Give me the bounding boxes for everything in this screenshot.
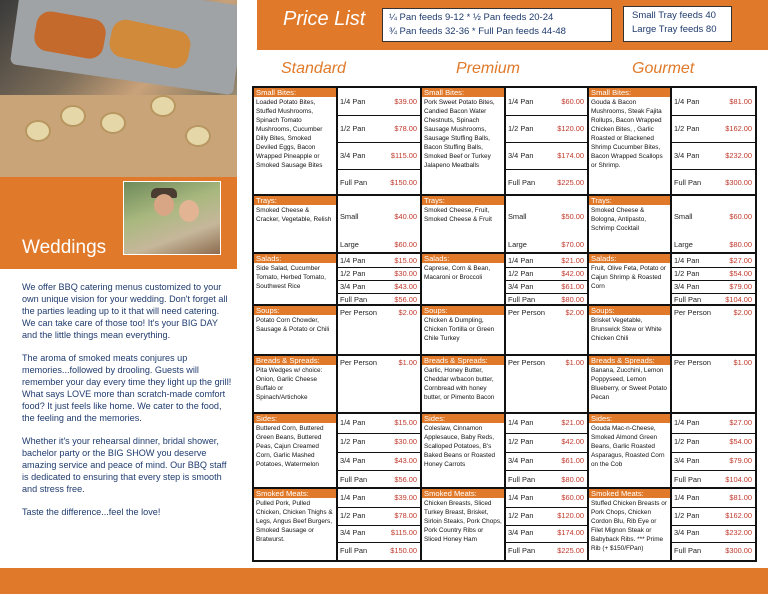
potato-bite xyxy=(150,95,176,117)
price-divider xyxy=(338,507,420,508)
price-value: $150.00 xyxy=(390,177,417,187)
menu-item-gourmet xyxy=(589,254,672,304)
price-divider xyxy=(672,507,755,508)
category-label: Sides: xyxy=(589,414,670,423)
item-description: Potato Corn Chowder, Sausage & Potato or Chili xyxy=(256,317,330,333)
portion-size: Full Pan xyxy=(674,546,702,556)
price-column-premium xyxy=(506,254,589,304)
category-label: Smoked Meats: xyxy=(589,489,670,498)
price-value: $60.00 xyxy=(729,212,752,222)
item-description: Chicken & Dumpling, Chicken Tortilla or Green Chile Turkey xyxy=(424,317,495,342)
price-value: $56.00 xyxy=(394,294,417,304)
price-value: $1.00 xyxy=(733,358,752,367)
portion-size: 1/2 Pan xyxy=(508,268,534,278)
item-description: Smoked Cheese & Bologna, Antipasto, Schrimp Cocktail xyxy=(591,207,647,232)
menu-item-standard xyxy=(254,356,338,412)
category-label: Breads & Spreads: xyxy=(254,356,336,365)
price-value: $42.00 xyxy=(561,268,584,278)
wedding-paragraph: Taste the difference...feel the love! xyxy=(22,507,161,517)
wedding-paragraph: The aroma of smoked meats conjures up memories...followed by drooling. Guests will remember your day every time they light up the grill! What says LOVE more than scratch-made comfort food? It just feels like home. We cater to the food, the feeling and the memories. xyxy=(22,353,232,423)
price-value: $174.00 xyxy=(557,528,584,538)
price-value: $60.00 xyxy=(561,96,584,106)
portion-size: 1/2 Pan xyxy=(674,268,700,278)
price-divider xyxy=(338,115,420,116)
portion-size: Large xyxy=(340,240,359,249)
price-divider xyxy=(338,169,420,170)
menu-item-premium xyxy=(422,356,506,412)
category-label: Breads & Spreads: xyxy=(589,356,670,365)
price-divider xyxy=(506,433,587,434)
portion-size: 3/4 Pan xyxy=(674,281,700,291)
menu-item-standard xyxy=(254,306,338,354)
portion-size: Small xyxy=(674,212,693,222)
category-label: Soups: xyxy=(422,306,504,315)
footer-bar xyxy=(0,568,768,594)
price-column-standard xyxy=(338,489,422,560)
price-value: $120.00 xyxy=(557,123,584,133)
price-value: $15.00 xyxy=(394,418,417,428)
price-value: $54.00 xyxy=(729,437,752,447)
item-description: Pita Wedges w/ choice: Onion, Garlic Cheese Buffalo or Spinach/Artichoke xyxy=(256,367,323,401)
price-value: $1.00 xyxy=(398,358,417,367)
weddings-title: Weddings xyxy=(22,237,107,258)
price-column-gourmet xyxy=(672,414,755,487)
menu-item-gourmet xyxy=(589,489,672,560)
groom-face xyxy=(154,194,174,216)
price-column-standard xyxy=(338,196,422,252)
price-value: $300.00 xyxy=(725,177,752,187)
category-label: Trays: xyxy=(422,196,504,205)
price-divider xyxy=(672,115,755,116)
price-divider xyxy=(338,433,420,434)
menu-item-standard xyxy=(254,254,338,304)
menu-item-standard xyxy=(254,196,338,252)
bbq-food-photo xyxy=(0,0,237,177)
price-value: $232.00 xyxy=(725,528,752,538)
price-value: $81.00 xyxy=(729,492,752,502)
portion-size: Full Pan xyxy=(674,474,702,484)
bride-face xyxy=(179,200,199,222)
menu-row xyxy=(254,356,755,414)
price-value: $81.00 xyxy=(729,96,752,106)
item-description: Brisket Vegetable, Brunswick Stew or White Chicken Chili xyxy=(591,317,662,342)
price-value: $79.00 xyxy=(729,281,752,291)
price-value: $2.00 xyxy=(398,308,417,317)
portion-size: Per Person xyxy=(508,308,545,317)
price-value: $78.00 xyxy=(394,123,417,133)
category-label: Smoked Meats: xyxy=(254,489,336,498)
potato-bite xyxy=(25,120,51,142)
portion-size: 3/4 Pan xyxy=(508,281,534,291)
pan-sizes-box xyxy=(382,8,612,42)
menu-item-premium xyxy=(422,88,506,194)
portion-size: Small xyxy=(508,212,527,222)
price-divider xyxy=(506,525,587,526)
price-value: $27.00 xyxy=(729,255,752,265)
portion-size: 1/4 Pan xyxy=(674,96,700,106)
portion-size: 1/2 Pan xyxy=(508,510,534,520)
portion-size: Per Person xyxy=(674,358,711,367)
price-value: $61.00 xyxy=(561,281,584,291)
price-value: $2.00 xyxy=(733,308,752,317)
portion-size: 1/4 Pan xyxy=(674,255,700,265)
menu-row xyxy=(254,196,755,254)
price-value: $50.00 xyxy=(561,212,584,222)
potato-bite xyxy=(185,125,211,147)
category-label: Small Bites: xyxy=(254,88,336,97)
price-column-standard xyxy=(338,306,422,354)
price-column-premium xyxy=(506,414,589,487)
portion-size: 3/4 Pan xyxy=(674,528,700,538)
menu-row xyxy=(254,414,755,489)
portion-size: Large xyxy=(674,240,693,249)
portion-size: Full Pan xyxy=(340,177,368,187)
price-column-gourmet xyxy=(672,196,755,252)
price-divider xyxy=(672,433,755,434)
menu-item-gourmet xyxy=(589,356,672,412)
category-label: Small Bites: xyxy=(589,88,670,97)
price-column-standard xyxy=(338,356,422,412)
price-value: $80.00 xyxy=(561,474,584,484)
menu-item-gourmet xyxy=(589,196,672,252)
item-description: Smoked Cheese, Fruit, Smoked Cheese & Fruit xyxy=(424,207,492,223)
price-value: $43.00 xyxy=(394,281,417,291)
portion-size: Full Pan xyxy=(674,294,702,304)
item-description: Buttered Corn, Buttered Green Beans, Buttered Peas, Cajun Creamed Corn, Garlic Mashed Potatoes, Watermelon xyxy=(256,425,324,468)
item-description: Pulled Pork, Pulled Chicken, Chicken Thighs & Legs, Angus Beef Burgers, Smoked Sausage or Bratwurst. xyxy=(256,500,333,543)
price-divider xyxy=(338,452,420,453)
price-value: $21.00 xyxy=(561,418,584,428)
price-menu-grid xyxy=(252,86,757,562)
price-value: $300.00 xyxy=(725,546,752,556)
item-description: Garlic, Honey Butter, Cheddar w/bacon butter, Cornbread with honey butter, or Pimento Bacon xyxy=(424,367,495,401)
portion-size: Per Person xyxy=(674,308,711,317)
portion-size: 1/4 Pan xyxy=(508,255,534,265)
price-value: $104.00 xyxy=(725,294,752,304)
price-value: $104.00 xyxy=(725,474,752,484)
portion-size: 1/2 Pan xyxy=(340,268,366,278)
pan-sizes-line: ¾ Pan feeds 32-36 * Full Pan feeds 44-48 xyxy=(389,26,566,37)
wedding-description xyxy=(22,281,234,529)
price-divider xyxy=(506,169,587,170)
portion-size: 1/4 Pan xyxy=(674,492,700,502)
price-value: $56.00 xyxy=(394,474,417,484)
item-description: Gouda & Bacon Mushrooms, Steak Fajita Rollups, Bacon Wrapped Chicken Bites, , Garlic Roasted or Blackened Shrimp Cucumber Bites, Bacon Wrapped Scallops or Shrimp. xyxy=(591,99,663,169)
price-value: $42.00 xyxy=(561,437,584,447)
price-column-premium xyxy=(506,306,589,354)
price-column-premium xyxy=(506,88,589,194)
price-value: $225.00 xyxy=(557,546,584,556)
price-value: $15.00 xyxy=(394,255,417,265)
menu-item-premium xyxy=(422,196,506,252)
price-column-standard xyxy=(338,414,422,487)
price-list-title: Price List xyxy=(283,8,366,30)
price-divider xyxy=(506,115,587,116)
portion-size: 3/4 Pan xyxy=(508,528,534,538)
price-divider xyxy=(506,452,587,453)
portion-size: Full Pan xyxy=(508,474,536,484)
category-label: Salads: xyxy=(422,254,504,263)
couple-photo xyxy=(123,181,221,255)
category-label: Soups: xyxy=(254,306,336,315)
price-value: $61.00 xyxy=(561,455,584,465)
portion-size: 1/4 Pan xyxy=(508,418,534,428)
price-divider xyxy=(338,142,420,143)
menu-item-premium xyxy=(422,306,506,354)
price-column-standard xyxy=(338,254,422,304)
price-column-premium xyxy=(506,356,589,412)
price-value: $30.00 xyxy=(394,437,417,447)
category-label: Salads: xyxy=(254,254,336,263)
item-description: Pork Sweet Potato Bites, Candied Bacon Water Chestnuts, Spinach Sausage Mushrooms, Sausage Stuffing Balls, Bacon Stuffing Balls, Smoked Beef or Turkey Jalapeno Meatballs xyxy=(424,99,495,169)
price-column-gourmet xyxy=(672,88,755,194)
price-divider xyxy=(672,470,755,471)
menu-row xyxy=(254,489,755,560)
tier-heading-standard: Standard xyxy=(281,60,346,77)
item-description: Loaded Potato Bites, Stuffed Mushrooms, Spinach Tomato Mushrooms, Cucumber Dilly Bites, Smoked Deviled Eggs, Bacon Wrapped Pineapple or Smoked Sausage Bites xyxy=(256,99,323,169)
category-label: Trays: xyxy=(254,196,336,205)
portion-size: Full Pan xyxy=(340,294,368,304)
item-description: Caprese, Corn & Bean, Macaroni or Broccoli xyxy=(424,265,491,281)
portion-size: 1/4 Pan xyxy=(340,418,366,428)
price-value: $60.00 xyxy=(394,240,417,249)
price-value: $232.00 xyxy=(725,150,752,160)
price-divider xyxy=(672,169,755,170)
tier-heading-premium: Premium xyxy=(456,60,521,77)
price-column-gourmet xyxy=(672,356,755,412)
portion-size: Large xyxy=(508,240,527,249)
category-label: Smoked Meats: xyxy=(422,489,504,498)
menu-item-premium xyxy=(422,254,506,304)
price-value: $70.00 xyxy=(561,240,584,249)
portion-size: Full Pan xyxy=(340,474,368,484)
price-value: $40.00 xyxy=(394,212,417,222)
category-label: Trays: xyxy=(589,196,670,205)
menu-item-standard xyxy=(254,88,338,194)
price-value: $80.00 xyxy=(729,240,752,249)
price-divider xyxy=(338,470,420,471)
portion-size: Per Person xyxy=(340,358,377,367)
price-value: $225.00 xyxy=(557,177,584,187)
price-column-premium xyxy=(506,196,589,252)
price-column-gourmet xyxy=(672,489,755,560)
price-divider xyxy=(506,507,587,508)
price-divider xyxy=(338,542,420,543)
category-label: Breads & Spreads: xyxy=(422,356,504,365)
price-value: $78.00 xyxy=(394,510,417,520)
portion-size: 3/4 Pan xyxy=(674,150,700,160)
portion-size: 1/4 Pan xyxy=(340,96,366,106)
price-value: $162.00 xyxy=(725,123,752,133)
menu-row xyxy=(254,254,755,306)
portion-size: Full Pan xyxy=(508,177,536,187)
tray-sizes-box xyxy=(623,6,732,42)
price-value: $43.00 xyxy=(394,455,417,465)
price-value: $39.00 xyxy=(394,96,417,106)
portion-size: 1/2 Pan xyxy=(674,437,700,447)
price-divider xyxy=(672,452,755,453)
price-column-premium xyxy=(506,489,589,560)
category-label: Small Bites: xyxy=(422,88,504,97)
category-label: Salads: xyxy=(589,254,670,263)
pan-sizes-line: ¼ Pan feeds 9-12 * ½ Pan feeds 20-24 xyxy=(389,12,554,23)
portion-size: 3/4 Pan xyxy=(340,150,366,160)
price-divider xyxy=(672,142,755,143)
price-value: $39.00 xyxy=(394,492,417,502)
price-value: $115.00 xyxy=(390,528,417,538)
price-value: $60.00 xyxy=(561,492,584,502)
portion-size: 1/2 Pan xyxy=(340,510,366,520)
price-divider xyxy=(506,142,587,143)
price-value: $120.00 xyxy=(557,510,584,520)
category-label: Sides: xyxy=(422,414,504,423)
portion-size: Per Person xyxy=(340,308,377,317)
portion-size: 3/4 Pan xyxy=(674,455,700,465)
item-description: Banana, Zucchini, Lemon Poppyseed, Lemon Blueberry, or Sweet Potato Pecan xyxy=(591,367,667,401)
tray-sizes-line: Small Tray feeds 40 xyxy=(632,10,716,21)
menu-row xyxy=(254,88,755,196)
portion-size: Small xyxy=(340,212,359,222)
price-value: $2.00 xyxy=(565,308,584,317)
portion-size: 1/4 Pan xyxy=(340,492,366,502)
wedding-paragraph: Whether it's your rehearsal dinner, bridal shower, bachelor party or the BIG SHOW you deserve amazing service and peace of mind. Our BBQ staff is dedicated to ensuring that every step is smooth and stress free. xyxy=(22,436,227,494)
portion-size: Per Person xyxy=(508,358,545,367)
item-description: Stuffed Chicken Breasts or Pork Chops, Chicken Cordon Blu, Rib Eye or Filet Mignon Steak or Babyback Ribs. *** Prime Rib (+ $150/FPan) xyxy=(591,500,667,552)
price-value: $80.00 xyxy=(561,294,584,304)
portion-size: 3/4 Pan xyxy=(508,150,534,160)
menu-item-gourmet xyxy=(589,306,672,354)
price-column-gourmet xyxy=(672,306,755,354)
portion-size: 1/2 Pan xyxy=(674,510,700,520)
menu-item-standard xyxy=(254,414,338,487)
price-value: $1.00 xyxy=(565,358,584,367)
item-description: Coleslaw, Cinnamon Applesauce, Baby Reds, Scalloped Potatoes, B's Baked Beans or Roasted Honey Carrots xyxy=(424,425,496,468)
portion-size: 1/2 Pan xyxy=(674,123,700,133)
price-value: $21.00 xyxy=(561,255,584,265)
portion-size: 1/4 Pan xyxy=(674,418,700,428)
item-description: Fruit, Olive Feta, Potato or Cajun Shrimp & Roasted Corn xyxy=(591,265,666,290)
portion-size: Full Pan xyxy=(508,294,536,304)
portion-size: 1/2 Pan xyxy=(340,437,366,447)
price-column-gourmet xyxy=(672,254,755,304)
category-label: Sides: xyxy=(254,414,336,423)
price-value: $115.00 xyxy=(390,150,417,160)
item-description: Gouda Mac-n-Cheese, Smoked Almond Green Beans, Garlic Roasted Asparagus, Roasted Corn on the Cob xyxy=(591,425,665,468)
item-description: Smoked Cheese & Cracker, Vegetable, Relish xyxy=(256,207,332,223)
price-value: $30.00 xyxy=(394,268,417,278)
portion-size: 3/4 Pan xyxy=(340,528,366,538)
portion-size: 1/4 Pan xyxy=(508,96,534,106)
menu-item-premium xyxy=(422,414,506,487)
portion-size: 1/4 Pan xyxy=(508,492,534,502)
tier-heading-gourmet: Gourmet xyxy=(632,60,695,77)
item-description: Chicken Breasts, Sliced Turkey Breast, Brisket, Sirloin Steaks, Pork Chops, Pork Country Ribs or Sliced Honey Ham xyxy=(424,500,502,543)
price-divider xyxy=(338,525,420,526)
portion-size: 3/4 Pan xyxy=(340,455,366,465)
portion-size: 1/2 Pan xyxy=(508,437,534,447)
portion-size: Full Pan xyxy=(674,177,702,187)
price-value: $79.00 xyxy=(729,455,752,465)
menu-item-gourmet xyxy=(589,414,672,487)
price-value: $150.00 xyxy=(390,546,417,556)
category-label: Soups: xyxy=(589,306,670,315)
price-value: $54.00 xyxy=(729,268,752,278)
menu-item-standard xyxy=(254,489,338,560)
price-value: $174.00 xyxy=(557,150,584,160)
portion-size: Full Pan xyxy=(340,546,368,556)
price-divider xyxy=(672,525,755,526)
menu-item-premium xyxy=(422,489,506,560)
wedding-paragraph: We offer BBQ catering menus customized to your own unique vision for your wedding. Don't forget all the parties leading up to it that will need catering. We can take care of those too! It's your BIG DAY and the little things mean everything. xyxy=(22,282,228,340)
portion-size: 3/4 Pan xyxy=(508,455,534,465)
price-value: $162.00 xyxy=(725,510,752,520)
price-column-standard xyxy=(338,88,422,194)
tray-sizes-line: Large Tray feeds 80 xyxy=(632,24,717,35)
menu-row xyxy=(254,306,755,356)
price-divider xyxy=(506,470,587,471)
potato-bite xyxy=(100,112,126,134)
portion-size: Full Pan xyxy=(508,546,536,556)
portion-size: 3/4 Pan xyxy=(340,281,366,291)
portion-size: 1/2 Pan xyxy=(340,123,366,133)
price-divider xyxy=(506,542,587,543)
price-value: $27.00 xyxy=(729,418,752,428)
portion-size: 1/2 Pan xyxy=(508,123,534,133)
portion-size: 1/4 Pan xyxy=(340,255,366,265)
price-divider xyxy=(672,542,755,543)
potato-bite xyxy=(60,105,86,127)
menu-item-gourmet xyxy=(589,88,672,194)
item-description: Side Salad, Cucumber Tomato, Herbed Tomato, Southwest Rice xyxy=(256,265,326,290)
